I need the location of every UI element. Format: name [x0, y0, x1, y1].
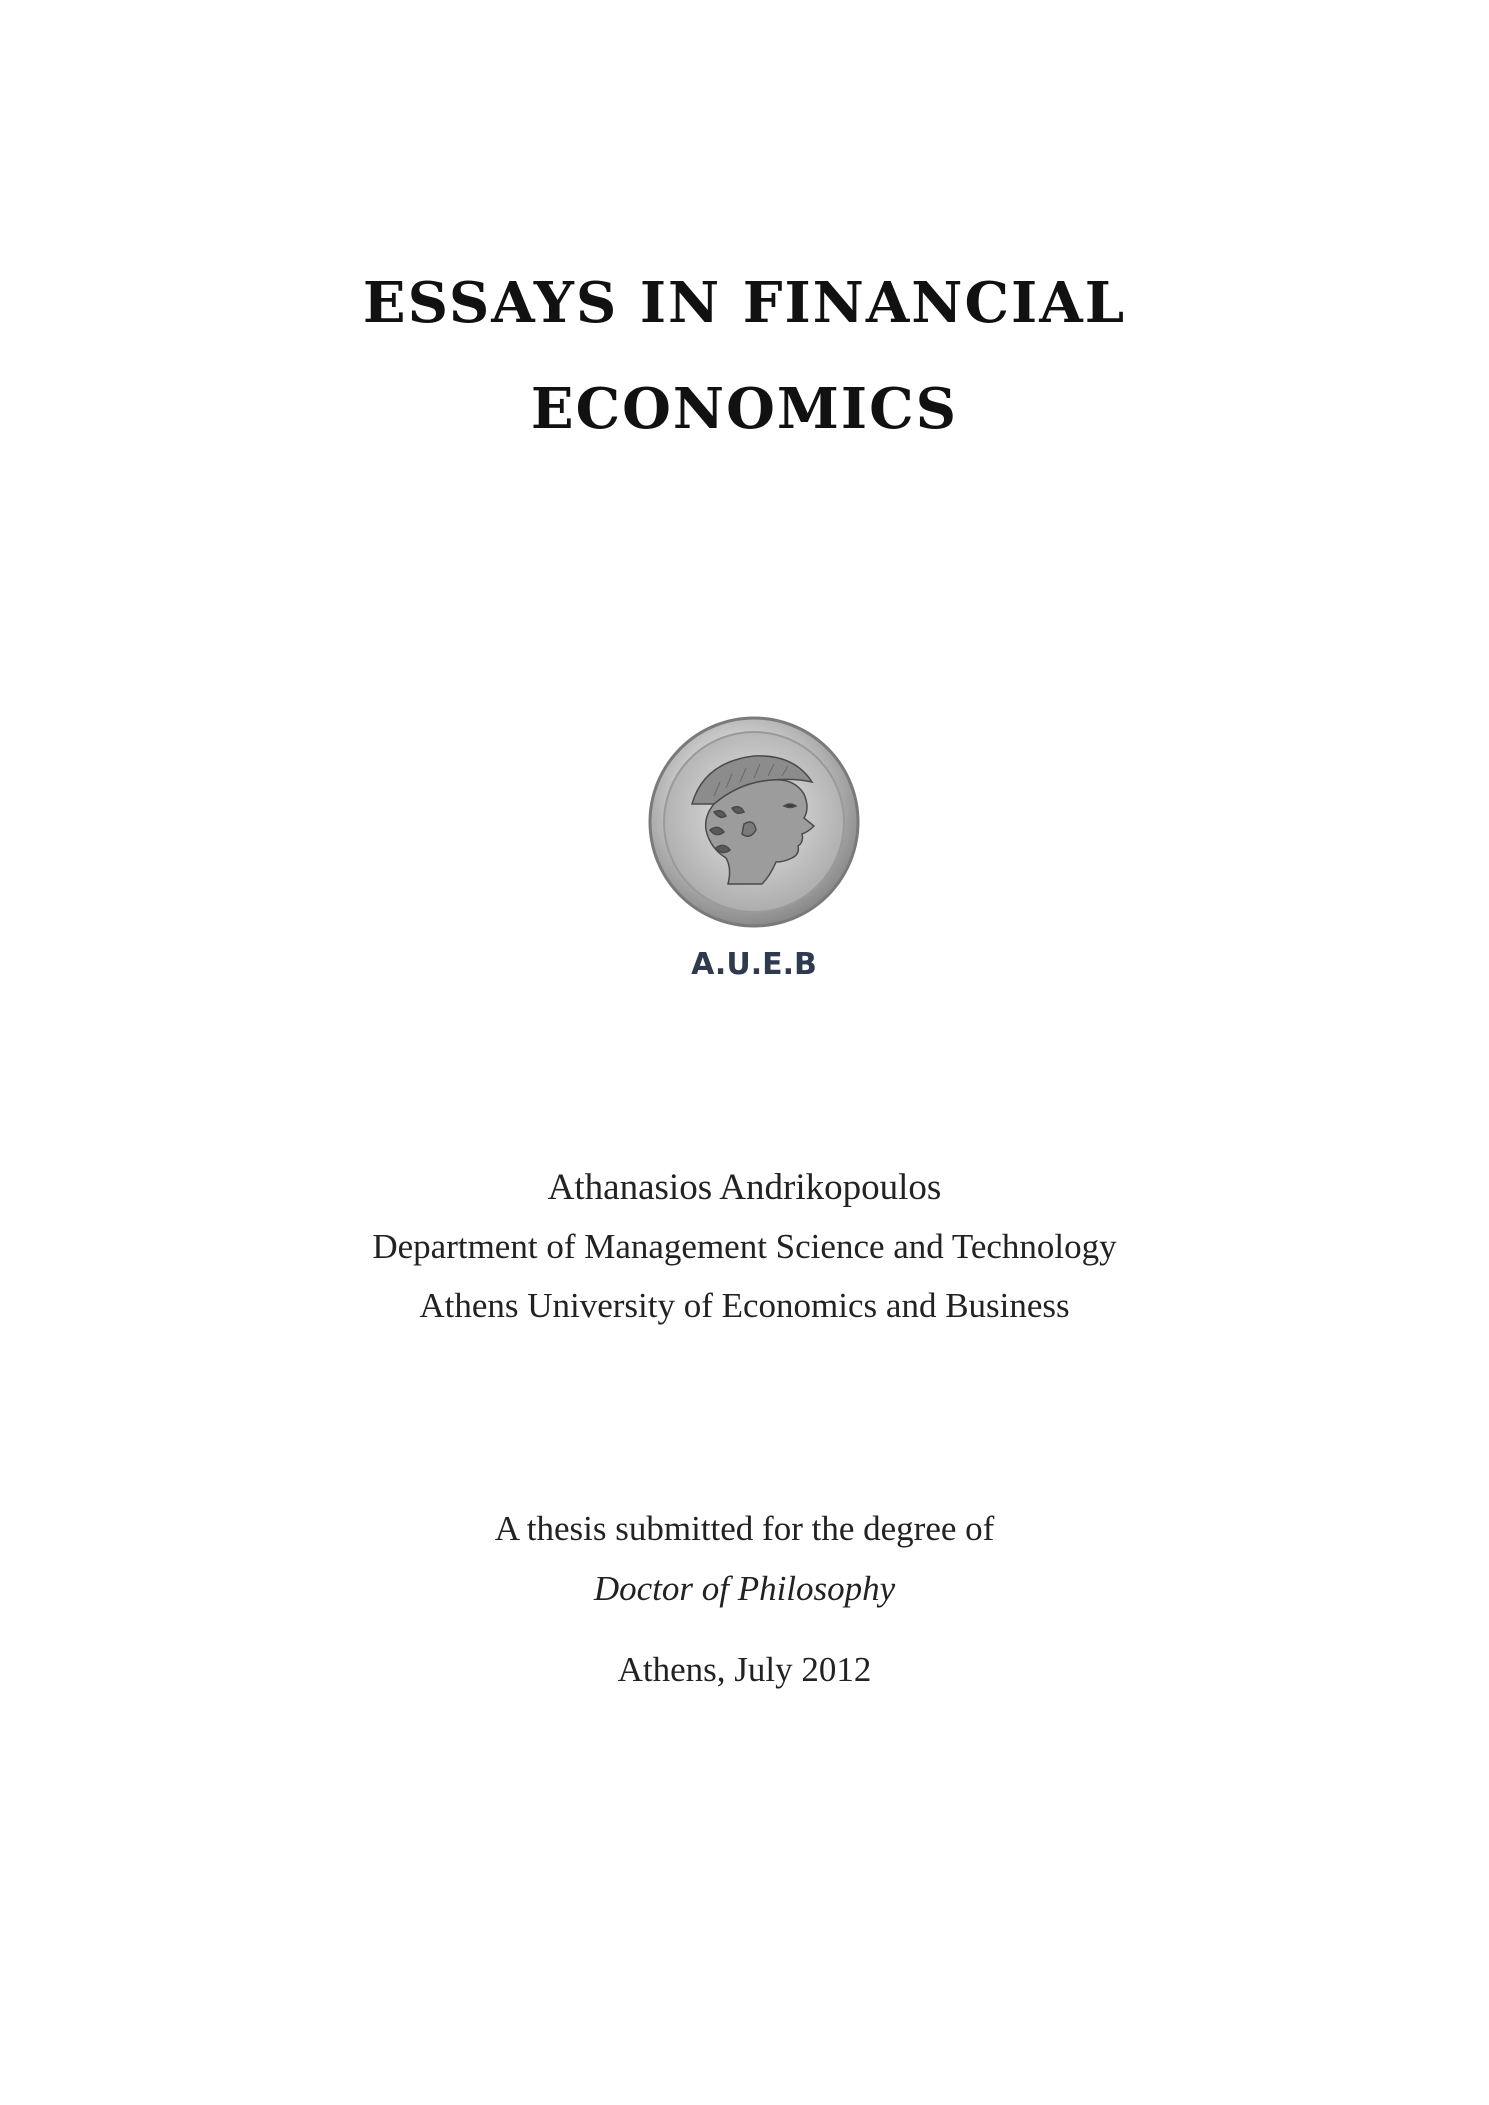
aueb-hermes-coin-logo-icon — [644, 712, 864, 992]
thesis-title-line-1: ESSAYS IN FINANCIAL — [362, 270, 1127, 336]
logo-caption: A.U.E.B — [691, 947, 817, 982]
thesis-statement: A thesis submitted for the degree of — [494, 1509, 995, 1548]
university-logo — [644, 712, 864, 992]
thesis-title-line-2: ECONOMICS — [530, 376, 959, 442]
department-name: Department of Management Science and Technology — [372, 1227, 1117, 1266]
university-name: Athens University of Economics and Business — [419, 1286, 1070, 1325]
degree-name: Doctor of Philosophy — [593, 1569, 896, 1608]
place-and-date: Athens, July 2012 — [617, 1650, 872, 1689]
author-name: Athanasios Andrikopoulos — [547, 1167, 942, 1208]
